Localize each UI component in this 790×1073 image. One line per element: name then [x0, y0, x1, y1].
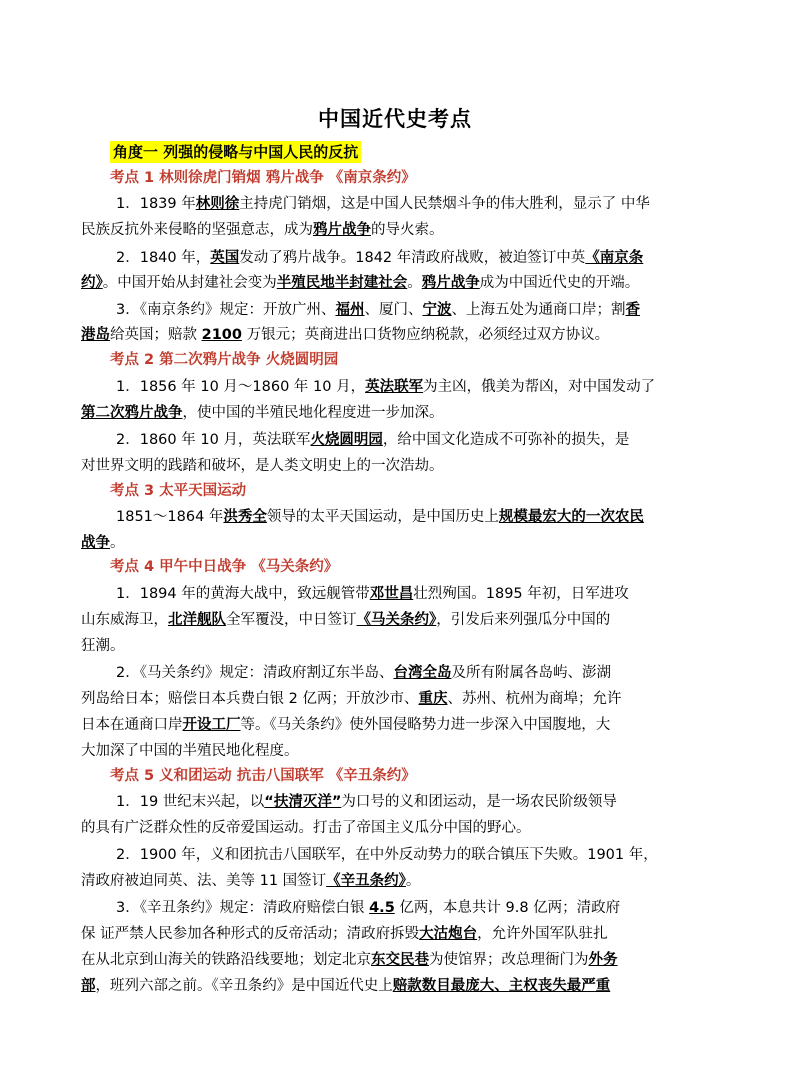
paragraph-line: 山东威海卫，北洋舰队全军覆没，中日签订《马关条约》，引发后来列强瓜分中国的 — [81, 612, 611, 628]
paragraph-line: 1．1856 年 10 月～1860 年 10 月，英法联军为主凶，俄美为帮凶，对中国发动了 — [116, 379, 656, 395]
paragraph-line: 民族反抗外来侵略的坚强意志，成为鸦片战争的导火索。 — [81, 222, 444, 238]
paragraph-line: 3．《南京条约》规定：开放广州、福州、厦门、宁波、上海五处为通商口岸；割香 — [116, 302, 640, 318]
paragraph-line: 1851～1864 年洪秀全领导的太平天国运动，是中国历史上规模最宏大的一次农民 — [116, 509, 644, 525]
paragraph-line: 清政府被迫同英、法、美等 11 国签订《辛丑条约》。 — [81, 873, 421, 889]
paragraph-line: 保 证严禁人民参加各种形式的反帝活动；清政府拆毁大沽炮台，允许外国军队驻扎 — [81, 926, 608, 942]
paragraph-line: 的具有广泛群众性的反帝爱国运动。打击了帝国主义瓜分中国的野心。 — [81, 820, 531, 836]
topic-heading-5: 考点 5 义和团运动 抗击八国联军 《辛丑条约》 — [110, 768, 416, 784]
topic-heading-2: 考点 2 第二次鸦片战争 火烧圆明园 — [110, 352, 339, 368]
topic-heading-3: 考点 3 太平天国运动 — [110, 483, 247, 499]
paragraph-line: 2．《马关条约》规定：清政府割辽东半岛、台湾全岛及所有附属各岛屿、澎湖 — [116, 665, 611, 681]
paragraph-line: 2．1840 年，英国发动了鸦片战争。1842 年清政府战败，被迫签订中英《南京条 — [116, 250, 644, 266]
paragraph-line: 战争。 — [81, 535, 125, 551]
paragraph-line: 大加深了中国的半殖民地化程度。 — [81, 743, 299, 759]
paragraph-line: 狂潮。 — [81, 638, 125, 654]
paragraph-line: 2．1860 年 10 月，英法联军火烧圆明园，给中国文化造成不可弥补的损失，是 — [116, 432, 630, 448]
paragraph-line: 在从北京到山海关的铁路沿线要地；划定北京东交民巷为使馆界；改总理衙门为外务 — [81, 952, 618, 968]
section-heading: 角度一 列强的侵略与中国人民的反抗 — [110, 141, 361, 163]
paragraph-line: 部，班列六部之前。《辛丑条约》是中国近代史上赔款数目最庞大、主权丧失最严重 — [81, 978, 611, 994]
page-title: 中国近代史考点 — [318, 106, 472, 131]
topic-heading-1: 考点 1 林则徐虎门销烟 鸦片战争 《南京条约》 — [110, 170, 416, 186]
paragraph-line: 港岛给英国；赔款 2100 万银元；英商进出口货物应纳税款，必须经过双方协议。 — [81, 327, 610, 343]
paragraph-line: 2．1900 年，义和团抗击八国联军，在中外反动势力的联合镇压下失败。1901 年， — [116, 847, 658, 863]
paragraph-line: 3．《辛丑条约》规定：清政府赔偿白银 4.5 亿两，本息共计 9.8 亿两；清政府 — [116, 900, 621, 916]
paragraph-line: 对世界文明的践踏和破坏，是人类文明史上的一次浩劫。 — [81, 458, 444, 474]
paragraph-line: 1．1839 年林则徐主持虎门销烟，这是中国人民禁烟斗争的伟大胜利，显示了 中华 — [116, 196, 650, 212]
paragraph-line: 1．19 世纪末兴起，以“扶清灭洋”为口号的义和团运动，是一场农民阶级领导 — [116, 794, 617, 810]
paragraph-line: 1．1894 年的黄海大战中，致远舰管带邓世昌壮烈殉国。1895 年初，日军进攻 — [116, 586, 629, 602]
topic-heading-4: 考点 4 甲午中日战争 《马关条约》 — [110, 559, 339, 575]
paragraph-line: 日本在通商口岸开设工厂等。《马关条约》使外国侵略势力进一步深入中国腹地，大 — [81, 717, 611, 733]
paragraph-line: 约》。中国开始从封建社会变为半殖民地半封建社会。鸦片战争成为中国近代史的开端。 — [81, 275, 640, 291]
paragraph-line: 列岛给日本；赔偿日本兵费白银 2 亿两；开放沙市、重庆、苏州、杭州为商埠；允许 — [81, 691, 622, 707]
paragraph-line: 第二次鸦片战争，使中国的半殖民地化程度进一步加深。 — [81, 405, 444, 421]
